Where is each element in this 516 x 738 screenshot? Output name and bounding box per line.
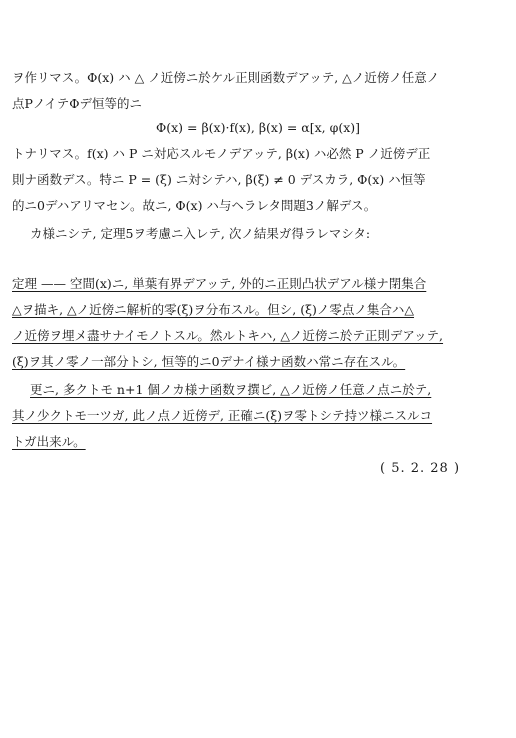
theorem-line: トガ出来ル。 [12, 434, 86, 449]
theorem-line: ノ近傍ヲ埋メ盡サナイモノトスル。然ルトキハ, △ノ近傍ニ於テ正則デアッテ, [12, 328, 444, 343]
theorem-line: (ξ)ヲ其ノ零ノ一部分トシ, 恒等的ニ0デナイ様ナ函数ハ常ニ存在スル。 [12, 354, 406, 369]
text-line: 点PノイテΦデ恒等的ニ [12, 96, 143, 111]
equation-line: Φ(x) = β(x)·f(x), β(x) = α[x, φ(x)] [155, 120, 361, 135]
text-line: カ様ニシテ, 定理5ヲ考慮ニ入レテ, 次ノ結果ガ得ラレマシタ: [30, 226, 371, 241]
text-line: 則ナ函数デス。特ニ P = (ξ) ニ対シテハ, β(ξ) ≠ 0 デスカラ, Φ(x) ハ恒等 [12, 172, 426, 187]
theorem-line: △ヲ描キ, △ノ近傍ニ解析的零(ξ)ヲ分布スル。但シ, (ξ)ノ零点ノ集合ハ△ [12, 302, 415, 317]
text-line: トナリマス。f(x) ハ P ニ対応スルモノデアッテ, β(x) ハ必然 P ノ近傍デ正 [12, 146, 431, 161]
theorem-line: 其ノ少クトモ一ツガ, 此ノ点ノ近傍デ, 正確ニ(ξ)ヲ零トシテ持ツ様ニスルコ [12, 408, 433, 423]
date-stamp: ( 5. 2. 28 ) [380, 461, 461, 476]
text-line: ヲ作リマス。Φ(x) ハ △ ノ近傍ニ於ケル正則函数デアッテ, △ノ近傍ノ任意ノ [12, 70, 440, 85]
theorem-line: 更ニ, 多クトモ n+1 個ノカ様ナ函数ヲ撰ビ, △ノ近傍ノ任意ノ点ニ於テ, [30, 382, 432, 397]
text-line: 的ニ0デハアリマセン。故ニ, Φ(x) ハ与ヘラレタ問題3ノ解デス。 [12, 198, 377, 213]
theorem-line: 定理 —— 空間(x)ニ, 単葉有界デアッテ, 外的ニ正則凸状デアル様ナ閉集合 [12, 276, 427, 291]
